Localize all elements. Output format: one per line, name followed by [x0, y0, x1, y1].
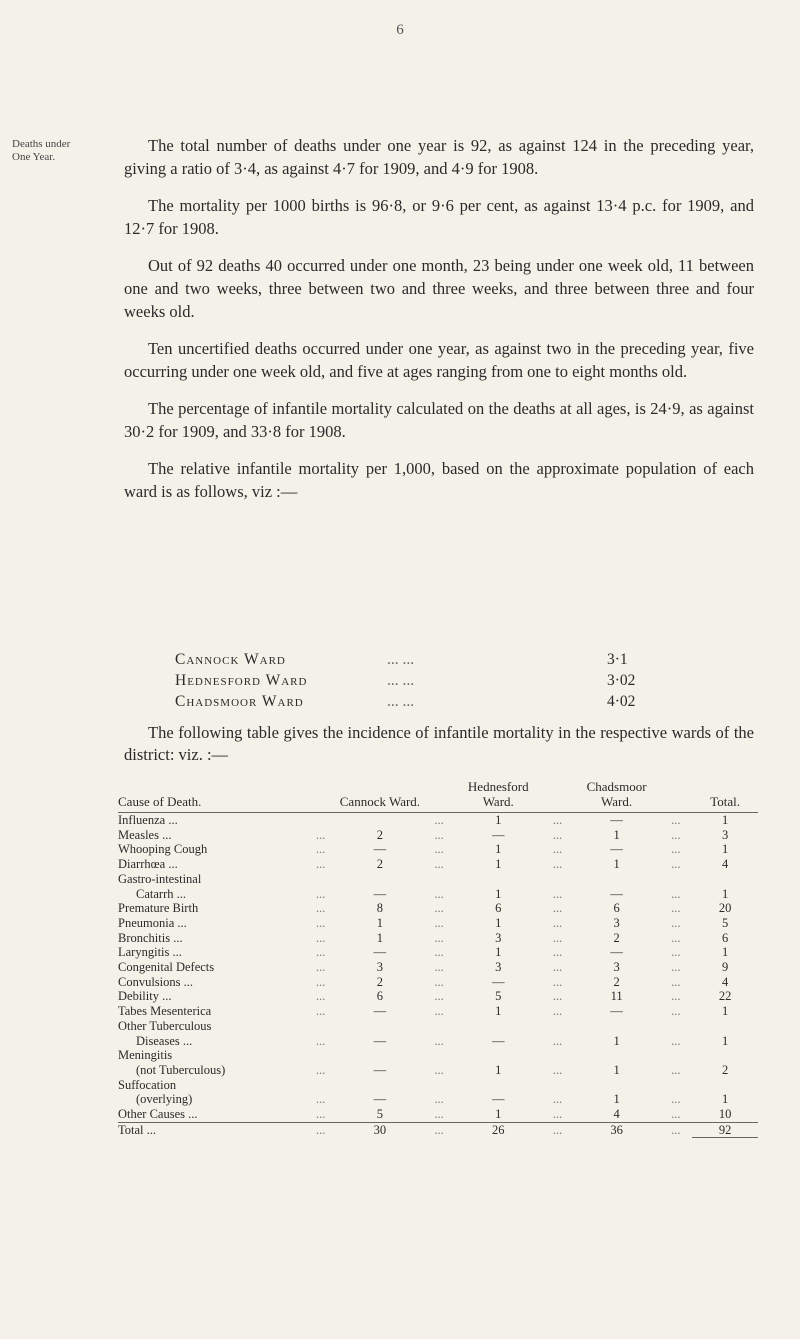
cause-cell: Meningitis	[118, 1048, 173, 1063]
leader-dots: ...	[434, 1062, 444, 1077]
leader-dots: ...	[316, 1092, 326, 1107]
leader-dots: ...	[671, 886, 681, 901]
header-cause: Cause of Death.	[118, 794, 202, 809]
hednesford-cell: 1	[495, 842, 502, 857]
leader-dots: ...	[552, 827, 563, 842]
leader-dots: ...	[316, 827, 326, 842]
total-cell: 1	[721, 945, 729, 960]
leader-dots: ...	[659, 1122, 692, 1138]
table-row	[118, 842, 758, 857]
leader-dots: ...	[316, 989, 326, 1004]
chadsmoor-cell	[574, 1048, 659, 1063]
leader-dots: ...	[671, 960, 681, 975]
total-cell: 3	[721, 827, 729, 842]
total-cell: 1	[721, 813, 729, 827]
cannock-cell	[337, 1078, 422, 1093]
hednesford-cell	[456, 872, 541, 887]
paragraph-percentage: The percentage of infantile mortality calculated on the deaths at all ages, is 24·9, as against 30·2 for 1909, and 33·8 for 1908.	[124, 399, 754, 441]
leader-dots: ...	[671, 827, 681, 842]
cause-cell: Convulsions ...	[118, 974, 194, 989]
leader-dots: ...	[316, 945, 326, 960]
hednesford-cell	[456, 1078, 541, 1093]
leader-dots: ...	[434, 1107, 444, 1122]
table-row	[118, 960, 758, 975]
chadsmoor-cell: 1	[613, 857, 620, 872]
total-cell	[692, 1048, 758, 1063]
leader-dots: ...	[316, 1107, 326, 1122]
hednesford-cell: 26	[456, 1122, 541, 1138]
leader-dots: ...	[671, 813, 681, 827]
chadsmoor-cell: —	[610, 1004, 623, 1019]
leader-dots	[659, 1078, 692, 1093]
table-row	[118, 1004, 758, 1019]
hednesford-cell: 1	[495, 915, 502, 930]
leader-dots: ...	[304, 1122, 337, 1138]
paragraph-relative: The relative infantile mortality per 1,000, based on the approximate population of each ward is as follows, viz :—	[124, 459, 754, 501]
ward-value: 3·02	[607, 672, 636, 689]
cause-cell: Laryngitis ...	[118, 945, 182, 960]
cannock-cell: 3	[376, 960, 384, 975]
leader-dots: ...	[316, 960, 326, 975]
chadsmoor-cell	[574, 1078, 659, 1093]
chadsmoor-cell: 2	[613, 974, 620, 989]
chadsmoor-cell: 1	[613, 827, 620, 842]
hednesford-cell: 5	[495, 989, 502, 1004]
table-row	[118, 813, 758, 828]
cannock-cell: —	[373, 886, 387, 901]
hednesford-cell: 1	[495, 813, 502, 827]
leader-dots	[304, 1048, 337, 1063]
mortality-table	[118, 779, 758, 1138]
leader-dots: ...	[434, 827, 444, 842]
leader-dots: ...	[671, 974, 681, 989]
leader-dots: ...	[552, 842, 563, 857]
leader-dots: ...	[552, 901, 563, 916]
total-cell: 1	[721, 1004, 729, 1019]
leader-dots: ...	[434, 960, 444, 975]
chadsmoor-cell	[574, 872, 659, 887]
table-total-row	[118, 1122, 758, 1138]
paragraph-uncertified: Ten uncertified deaths occurred under one year, as against two in the preceding year, five occurring under one week old, and five at ages ranging from one to eight months old.	[124, 339, 754, 381]
total-cell: 10	[718, 1107, 732, 1122]
leader-dots: ...	[434, 1004, 444, 1019]
leader-dots: ...	[552, 915, 563, 930]
leader-dots: ...	[671, 1033, 681, 1048]
total-cell: 92	[692, 1122, 758, 1138]
leader-dots: ...	[434, 901, 444, 916]
ward-row	[175, 670, 735, 691]
leader-dots: ...	[671, 857, 681, 872]
table-row	[118, 828, 758, 843]
table-row	[118, 887, 758, 902]
paragraph-mortality-rate: The mortality per 1000 births is 96·8, or 9·6 per cent, as against 13·4 p.c. for 1909, and 12·7 for 1908.	[124, 196, 754, 238]
cause-cell: Catarrh ...	[136, 886, 186, 901]
leader-dots: ...	[552, 974, 563, 989]
chadsmoor-cell: —	[610, 886, 623, 901]
leader-dots	[423, 1019, 456, 1034]
cause-cell: Debility ...	[118, 989, 172, 1004]
cause-cell: Measles ...	[118, 827, 172, 842]
leader-dots: ...	[316, 1004, 326, 1019]
ward-name: Hednesford Ward	[175, 672, 308, 689]
leader-dots	[541, 1048, 574, 1063]
cannock-cell: —	[373, 945, 387, 960]
chadsmoor-cell	[574, 1019, 659, 1034]
table-row	[118, 975, 758, 990]
leader-dots: ...	[434, 1092, 444, 1107]
chadsmoor-cell: —	[610, 842, 623, 857]
cause-cell: Total ...	[118, 1122, 304, 1138]
total-cell: 1	[721, 1033, 729, 1048]
leader-dots	[304, 872, 337, 887]
ward-list	[175, 649, 735, 712]
chadsmoor-cell: 1	[613, 1092, 620, 1107]
header-spacer	[541, 779, 574, 813]
cannock-cell: —	[373, 1092, 387, 1107]
cannock-cell: 2	[376, 974, 384, 989]
table-row	[118, 931, 758, 946]
chadsmoor-cell: 36	[574, 1122, 659, 1138]
leader-dots	[541, 1078, 574, 1093]
leader-dots: ...	[671, 1107, 681, 1122]
hednesford-cell	[456, 1019, 541, 1034]
leader-dots: ...	[316, 974, 326, 989]
chadsmoor-cell: —	[610, 813, 623, 827]
leader-dots: ...	[434, 857, 444, 872]
table-row	[118, 872, 758, 887]
table-row	[118, 916, 758, 931]
hednesford-cell: —	[492, 974, 505, 989]
header-hednesford: Hednesford Ward.	[467, 779, 529, 809]
hednesford-cell	[456, 1048, 541, 1063]
leader-dots	[659, 872, 692, 887]
hednesford-cell: 3	[495, 960, 502, 975]
cannock-cell: 6	[376, 989, 384, 1004]
ward-dots: ... ...	[387, 693, 415, 710]
leader-dots: ...	[316, 1062, 326, 1077]
page-number: 6	[396, 22, 404, 38]
cause-cell: Diarrhœa ...	[118, 857, 178, 872]
hednesford-cell: 6	[495, 901, 502, 916]
header-spacer	[304, 779, 337, 813]
leader-dots: ...	[552, 1092, 563, 1107]
leader-dots: ...	[434, 989, 444, 1004]
margin-note: Deaths under One Year.	[12, 138, 71, 163]
total-cell	[692, 872, 758, 887]
cause-cell: Congenital Defects	[118, 960, 215, 975]
leader-dots: ...	[434, 813, 444, 827]
chadsmoor-cell: 6	[613, 901, 620, 916]
cannock-cell: 8	[376, 901, 384, 916]
leader-dots: ...	[434, 1033, 444, 1048]
hednesford-cell: 1	[495, 945, 502, 960]
leader-dots: ...	[434, 930, 444, 945]
leader-dots: ...	[552, 857, 563, 872]
ward-dots: ... ...	[387, 651, 415, 668]
hednesford-cell: 3	[495, 930, 502, 945]
leader-dots: ...	[552, 813, 563, 827]
ward-row	[175, 691, 735, 712]
hednesford-cell: —	[492, 1033, 505, 1048]
leader-dots: ...	[316, 915, 326, 930]
table-row	[118, 1092, 758, 1107]
total-cell: 6	[721, 930, 729, 945]
cannock-cell	[337, 1019, 422, 1034]
leader-dots: ...	[671, 1062, 681, 1077]
hednesford-cell: 1	[495, 857, 502, 872]
cannock-cell: 2	[376, 857, 384, 872]
total-cell: 5	[721, 915, 729, 930]
table-row	[118, 1078, 758, 1093]
leader-dots: ...	[434, 886, 444, 901]
leader-dots	[659, 1048, 692, 1063]
total-cell	[692, 1078, 758, 1093]
leader-dots: ...	[434, 842, 444, 857]
total-cell: 1	[721, 886, 729, 901]
leader-dots: ...	[671, 1004, 681, 1019]
total-cell: 2	[721, 1062, 729, 1077]
cannock-cell: 30	[337, 1122, 422, 1138]
chadsmoor-cell: —	[610, 945, 623, 960]
leader-dots: ...	[316, 842, 326, 857]
total-cell	[692, 1019, 758, 1034]
table-row	[118, 1034, 758, 1049]
hednesford-cell: 1	[495, 1004, 502, 1019]
cause-cell: (not Tuberculous)	[136, 1062, 226, 1077]
total-cell: 9	[721, 960, 729, 975]
leader-dots: ...	[671, 945, 681, 960]
total-cell: 22	[718, 989, 732, 1004]
leader-dots: ...	[434, 974, 444, 989]
cannock-cell: —	[373, 1033, 387, 1048]
cause-cell: Bronchitis ...	[118, 930, 183, 945]
chadsmoor-cell: 11	[610, 989, 623, 1004]
cause-cell: Tabes Mesenterica	[118, 1004, 212, 1019]
header-cannock: Cannock Ward.	[339, 794, 421, 809]
body-text	[124, 134, 754, 517]
leader-dots: ...	[316, 930, 326, 945]
leader-dots	[659, 1019, 692, 1034]
total-cell: 1	[721, 1092, 729, 1107]
leader-dots	[541, 1019, 574, 1034]
table-row	[118, 1063, 758, 1078]
ward-dots: ... ...	[387, 672, 415, 689]
leader-dots: ...	[541, 1122, 574, 1138]
hednesford-cell: 1	[495, 1107, 502, 1122]
leader-dots	[423, 1048, 456, 1063]
leader-dots: ...	[552, 1004, 563, 1019]
leader-dots: ...	[552, 1107, 563, 1122]
chadsmoor-cell: 1	[613, 1033, 620, 1048]
leader-dots: ...	[671, 989, 681, 1004]
table-row	[118, 857, 758, 872]
cause-cell: Pneumonia ...	[118, 915, 187, 930]
leader-dots: ...	[671, 1092, 681, 1107]
cannock-cell: 1	[376, 930, 384, 945]
table-row	[118, 1019, 758, 1034]
chadsmoor-cell: 3	[613, 960, 620, 975]
leader-dots: ...	[552, 1033, 563, 1048]
cause-cell: Influenza ...	[118, 813, 178, 827]
leader-dots	[304, 1019, 337, 1034]
leader-dots: ...	[552, 886, 563, 901]
ward-name: Cannock Ward	[175, 651, 286, 668]
leader-dots	[304, 1078, 337, 1093]
cause-cell: Gastro-intestinal	[118, 871, 202, 886]
total-cell: 20	[718, 901, 732, 916]
chadsmoor-cell: 3	[613, 915, 620, 930]
cannock-cell: 2	[376, 827, 384, 842]
leader-dots: ...	[434, 915, 444, 930]
cannock-cell	[337, 813, 422, 828]
leader-dots: ...	[434, 945, 444, 960]
table-header-row	[118, 779, 758, 813]
paragraph-deaths-by-age: Out of 92 deaths 40 occurred under one month, 23 being under one week old, 11 between one and two weeks, three between two and three weeks, and three between three and four weeks old.	[124, 256, 754, 321]
hednesford-cell: —	[492, 1092, 505, 1107]
leader-dots: ...	[316, 857, 326, 872]
leader-dots: ...	[552, 930, 563, 945]
cause-cell: (overlying)	[136, 1092, 193, 1107]
cause-cell: Suffocation	[118, 1077, 177, 1092]
header-spacer	[423, 779, 456, 813]
header-chadsmoor: Chadsmoor Ward.	[586, 779, 647, 809]
table-body	[118, 813, 758, 1138]
table-row	[118, 945, 758, 960]
ward-value: 4·02	[607, 693, 636, 710]
leader-dots: ...	[316, 901, 326, 916]
leader-dots	[304, 813, 337, 828]
leader-dots: ...	[423, 1122, 456, 1138]
cause-cell: Other Tuberculous	[118, 1018, 212, 1033]
cannock-cell: —	[373, 1004, 387, 1019]
header-spacer	[659, 779, 692, 813]
leader-dots: ...	[671, 842, 681, 857]
table-row	[118, 901, 758, 916]
total-cell: 1	[721, 842, 729, 857]
leader-dots	[423, 1078, 456, 1093]
leader-dots: ...	[552, 945, 563, 960]
cause-cell: Other Causes ...	[118, 1107, 198, 1122]
table-row	[118, 1048, 758, 1063]
paragraph-total-deaths: The total number of deaths under one year is 92, as against 124 in the preceding year, giving a ratio of 3·4, as against 4·7 for 1909, and 4·9 for 1908.	[124, 136, 754, 178]
cannock-cell: —	[373, 1062, 387, 1077]
leader-dots: ...	[671, 930, 681, 945]
leader-dots: ...	[316, 886, 326, 901]
leader-dots: ...	[552, 1062, 563, 1077]
cannock-cell	[337, 872, 422, 887]
header-total: Total.	[710, 794, 740, 809]
leader-dots	[541, 872, 574, 887]
ward-name: Chadsmoor Ward	[175, 693, 304, 710]
leader-dots: ...	[671, 901, 681, 916]
leader-dots: ...	[316, 1033, 326, 1048]
total-cell: 4	[721, 974, 729, 989]
hednesford-cell: 1	[495, 886, 502, 901]
table-intro: The following table gives the incidence of infantile mortality in the respective wards of the district: viz. :—	[124, 723, 754, 764]
total-cell: 4	[721, 857, 729, 872]
cannock-cell	[337, 1048, 422, 1063]
ward-value: 3·1	[607, 651, 628, 668]
ward-row	[175, 649, 735, 670]
leader-dots: ...	[552, 989, 563, 1004]
chadsmoor-cell: 2	[613, 930, 620, 945]
cause-cell: Whooping Cough	[118, 842, 208, 857]
chadsmoor-cell: 1	[613, 1062, 620, 1077]
table-row	[118, 1107, 758, 1122]
table-row	[118, 989, 758, 1004]
cause-cell: Diseases ...	[136, 1033, 193, 1048]
leader-dots: ...	[552, 960, 563, 975]
leader-dots: ...	[671, 915, 681, 930]
cannock-cell: 1	[376, 915, 384, 930]
hednesford-cell: 1	[495, 1062, 502, 1077]
cannock-cell: 5	[376, 1107, 384, 1122]
hednesford-cell: —	[492, 827, 505, 842]
chadsmoor-cell: 4	[613, 1107, 620, 1122]
leader-dots	[423, 872, 456, 887]
cannock-cell: —	[373, 842, 387, 857]
cause-cell: Premature Birth	[118, 901, 199, 916]
